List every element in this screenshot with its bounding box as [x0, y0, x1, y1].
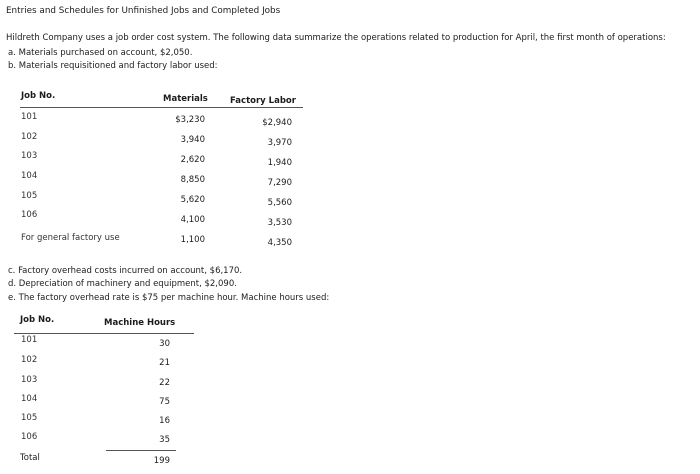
item-b: b. Materials requisitioned and factory labor used: [8, 61, 218, 71]
t1-labor-cell: $2,940 [262, 118, 292, 128]
t1-job-cell: 103 [21, 151, 38, 161]
t1-header-labor: Factory Labor [230, 96, 296, 106]
t1-materials-cell: 5,620 [180, 195, 205, 205]
t2-hours-cell: 35 [159, 435, 170, 445]
t2-hours-cell: 16 [159, 416, 170, 426]
t2-header-job: Job No. [20, 315, 55, 325]
page-title: Entries and Schedules for Unfinished Jobs and Completed Jobs [6, 6, 281, 16]
t1-job-cell: For general factory use [21, 233, 120, 243]
t1-materials-cell: 2,620 [180, 155, 205, 165]
t1-job-cell: 106 [21, 210, 38, 220]
intro-text: Hildreth Company uses a job order cost system. The following data summarize the operations related to production for April, the first month of operations: [6, 33, 666, 43]
t1-header-job: Job No. [21, 91, 56, 101]
item-d: d. Depreciation of machinery and equipment, $2,090. [8, 279, 237, 289]
t2-job-cell: 104 [21, 394, 38, 404]
t2-total-label: Total [20, 453, 40, 463]
t1-materials-cell: 8,850 [180, 175, 205, 185]
t1-materials-cell: 3,940 [180, 135, 205, 145]
t2-total-value: 199 [153, 456, 170, 466]
t2-hours-cell: 22 [159, 378, 170, 388]
t1-labor-cell: 3,530 [267, 218, 292, 228]
t2-job-cell: 105 [21, 413, 38, 423]
t1-labor-cell: 4,350 [267, 238, 292, 248]
t1-header-materials: Materials [163, 94, 208, 104]
t2-total-rule [106, 450, 176, 451]
t1-job-cell: 101 [21, 112, 38, 122]
t1-job-cell: 104 [21, 171, 38, 181]
t2-hours-cell: 21 [159, 358, 170, 368]
t1-labor-cell: 3,970 [267, 138, 292, 148]
t1-labor-cell: 1,940 [267, 158, 292, 168]
t1-materials-cell: 1,100 [180, 235, 205, 245]
item-e: e. The factory overhead rate is $75 per machine hour. Machine hours used: [8, 293, 330, 303]
t2-job-cell: 101 [21, 335, 38, 345]
t1-labor-cell: 7,290 [267, 178, 292, 188]
t2-header-hours: Machine Hours [104, 318, 176, 328]
t1-materials-cell: 4,100 [180, 215, 205, 225]
item-a: a. Materials purchased on account, $2,050. [8, 48, 193, 58]
t1-labor-cell: 5,560 [267, 198, 292, 208]
t2-job-cell: 102 [21, 355, 38, 365]
item-c: c. Factory overhead costs incurred on account, $6,170. [8, 266, 243, 276]
t1-job-cell: 105 [21, 191, 38, 201]
t1-materials-cell: $3,230 [175, 115, 205, 125]
t2-job-cell: 103 [21, 375, 38, 385]
t2-job-cell: 106 [21, 432, 38, 442]
t2-header-rule [14, 333, 194, 334]
t1-header-rule [20, 107, 303, 108]
t1-job-cell: 102 [21, 132, 38, 142]
t2-hours-cell: 75 [159, 397, 170, 407]
t2-hours-cell: 30 [159, 339, 170, 349]
